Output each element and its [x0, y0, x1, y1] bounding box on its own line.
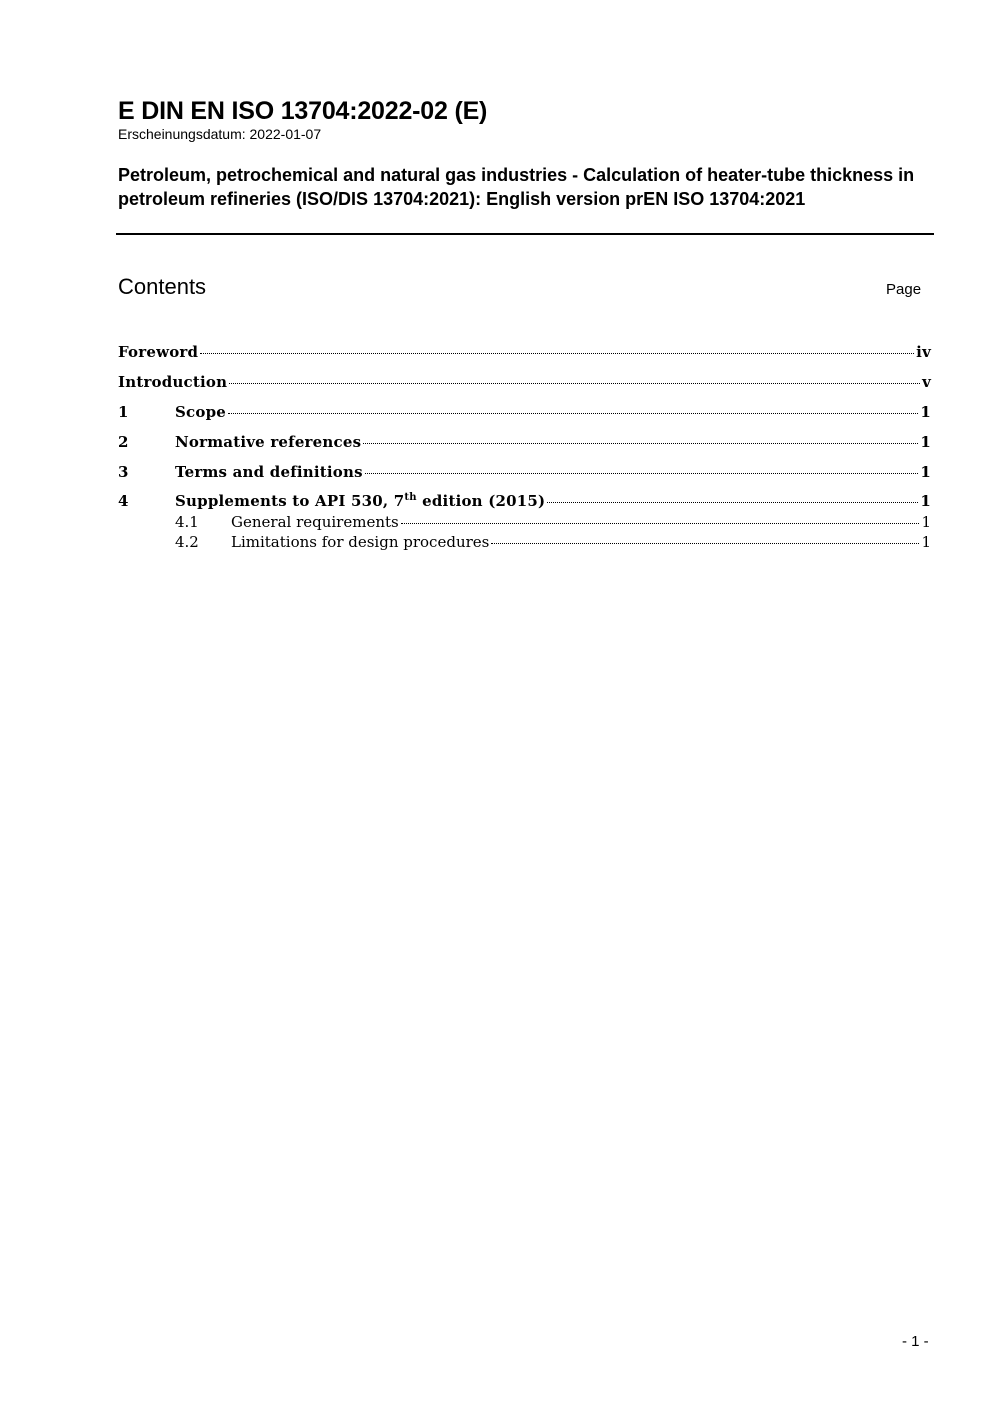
toc-leader-dots	[491, 543, 919, 544]
toc-entry-normative-references[interactable]	[118, 432, 931, 452]
toc-entry-limitations-design-procedures[interactable]	[118, 532, 931, 552]
toc-entry-page: 1	[920, 492, 931, 510]
title-divider	[116, 233, 934, 235]
toc-leader-dots	[547, 502, 918, 503]
toc-entry-introduction[interactable]	[118, 372, 931, 392]
toc-entry-title: Foreword	[118, 343, 199, 361]
toc-title-part: Supplements to API 530, 7	[175, 492, 405, 510]
toc-entry-general-requirements[interactable]	[118, 512, 931, 532]
toc-entry-page: iv	[916, 343, 931, 361]
toc-entry-number: 4.2	[175, 533, 199, 551]
toc-entry-title: Limitations for design procedures	[231, 533, 490, 551]
toc-entry-title	[175, 491, 545, 511]
toc-leader-dots	[401, 523, 920, 524]
toc-leader-dots	[229, 383, 920, 384]
toc-entry-page: v	[922, 373, 931, 391]
publication-date: Erscheinungsdatum: 2022-01-07	[118, 126, 322, 142]
toc-entry-title: Scope	[175, 403, 227, 421]
toc-entry-number: 4.1	[175, 513, 199, 531]
toc-entry-supplements-api-530[interactable]	[118, 491, 931, 511]
toc-title-superscript: th	[404, 492, 417, 503]
toc-entry-number: 1	[118, 403, 129, 421]
page-column-heading: Page	[886, 281, 922, 298]
toc-entry-title: Introduction	[118, 373, 228, 391]
toc-entry-foreword[interactable]	[118, 342, 931, 362]
document-title: Petroleum, petrochemical and natural gas industries - Calculation of heater-tube thickness in petroleum refineries (ISO/DIS 13704:2021): English version prEN ISO 13704:2021	[118, 165, 915, 209]
toc-leader-dots	[365, 473, 919, 474]
toc-entry-scope[interactable]	[118, 402, 931, 422]
toc-entry-number: 2	[118, 433, 129, 451]
toc-entry-number: 3	[118, 463, 129, 481]
toc-title-part: edition (2015)	[416, 492, 546, 510]
toc-leader-dots	[228, 413, 918, 414]
contents-heading: Contents	[118, 274, 207, 299]
toc-entry-title: General requirements	[231, 513, 399, 531]
toc-leader-dots	[200, 353, 914, 354]
toc-leader-dots	[363, 443, 918, 444]
toc-entry-page: 1	[920, 463, 931, 481]
toc-entry-title: Normative references	[175, 433, 362, 451]
toc-entry-number: 4	[118, 492, 129, 510]
toc-entry-page: 1	[921, 533, 931, 551]
toc-entry-page: 1	[920, 403, 931, 421]
document-identifier: E DIN EN ISO 13704:2022-02 (E)	[118, 97, 488, 125]
toc-entry-page: 1	[920, 433, 931, 451]
toc-entry-page: 1	[921, 513, 931, 531]
toc-entry-title: Terms and definitions	[175, 463, 363, 481]
toc-entry-terms-and-definitions[interactable]	[118, 462, 931, 482]
page-number: - 1 -	[902, 1333, 929, 1350]
